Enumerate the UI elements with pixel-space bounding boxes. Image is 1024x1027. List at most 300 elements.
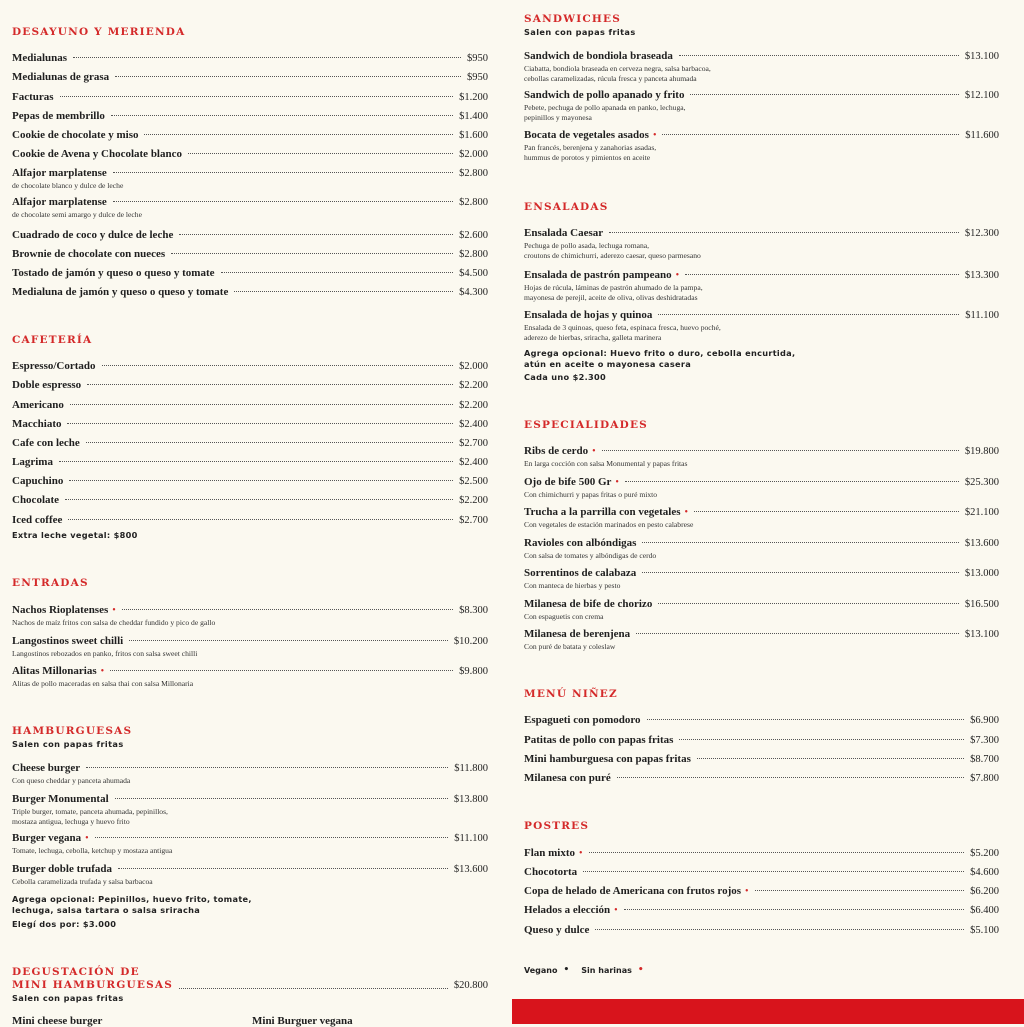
section-title-especialidades: ESPECIALIDADES [524,419,648,431]
menu-item-name: Alfajor marplatense [12,167,107,179]
menu-item-name: Alitas Millonarias [12,665,97,677]
menu-item-price: $13.600 [964,538,999,549]
menu-item [524,269,999,302]
menu-item-name: Burger doble trufada [12,863,113,875]
menu-item-name: Mini hamburguesa con papas fritas [524,753,691,765]
menu-item [524,537,999,561]
dot-leader [118,868,448,869]
menu-item-price: $25.300 [964,477,999,488]
menu-item-price: $2.800 [459,168,488,179]
menu-item-price: $2.200 [459,380,488,391]
menu-item [524,753,999,766]
diet-mark-icon: • [675,270,680,281]
menu-item-price: $13.300 [964,270,999,281]
menu-item-description: Con puré de batata y coleslaw [524,642,616,651]
menu-item-row [524,904,999,917]
cafeteria-note: Extra leche vegetal: $800 [12,530,138,540]
section-title-cafeteria: CAFETERÍA [12,334,93,346]
menu-item [12,418,488,431]
menu-item [524,567,999,591]
menu-item [524,924,999,937]
ensaladas-note2: Cada uno $2.300 [524,372,606,382]
dot-leader [609,232,959,233]
menu-item-price: $19.800 [964,446,999,457]
menu-item-description: de chocolate blanco y dulce de leche [12,181,124,190]
menu-item-price: $6.900 [970,715,999,726]
menu-item [12,863,488,887]
menu-item-name: Tostado de jamón y queso o queso y tomate [12,267,215,279]
menu-item-row [12,110,488,123]
menu-item-name: Alfajor marplatense [12,196,107,208]
menu-item-row [524,866,999,879]
menu-item-name: Lagrima [12,456,53,468]
menu-item-price: $1.200 [459,92,488,103]
menu-item [524,866,999,879]
menu-item-name: Sorrentinos de calabaza [524,567,637,579]
menu-item-name: Milanesa con puré [524,772,611,784]
menu-item [524,847,999,860]
menu-item-description: Nachos de maíz fritos con salsa de cheddar fundido y pico de gallo [12,618,216,627]
dot-leader [679,55,959,56]
diet-mark-icon: • [85,833,89,844]
ensaladas-note: Agrega opcional: Huevo frito o duro, cebolla encurtida, atún en aceite o mayonesa casera [524,348,796,369]
menu-item-name: Cookie de Avena y Chocolate blanco [12,148,182,160]
menu-item-row [12,91,488,104]
menu-item-row [524,476,999,489]
menu-item [12,286,488,299]
menu-item-price: $21.100 [964,507,999,518]
menu-item-name: Burger Monumental [12,793,109,805]
menu-item [12,832,488,856]
section-title-hamburguesas: HAMBURGUESAS [12,725,133,737]
menu-item-row [12,360,488,373]
menu-item [12,379,488,392]
menu-item-price: $2.700 [459,438,488,449]
menu-item-row [12,514,488,527]
menu-item-name: Americano [12,399,64,411]
menu-item-row [524,753,999,766]
dot-leader [679,739,964,740]
menu-item [12,456,488,469]
menu-item-name: Patitas de pollo con papas fritas [524,734,674,746]
section-title-sandwiches: SANDWICHES [524,13,621,25]
menu-item [524,885,999,898]
menu-item-row [524,506,999,519]
menu-item-name: Pepas de membrillo [12,110,105,122]
menu-item [524,309,999,342]
menu-item-price: $4.600 [970,867,999,878]
menu-item-price: $12.300 [964,228,999,239]
menu-item-price: $2.400 [459,457,488,468]
menu-item-name: Medialunas [12,52,68,64]
menu-item-row [12,456,488,469]
menu-item-price: $950 [467,53,488,64]
menu-item-row [524,309,999,322]
menu-item-row [12,399,488,412]
menu-item [12,248,488,261]
menu-item-price: $2.700 [459,515,488,526]
menu-item-row [12,379,488,392]
degustacion-price: $20.800 [453,980,488,991]
menu-item [524,476,999,500]
menu-item-row [12,129,488,142]
dot-leader [595,929,964,930]
menu-item-name: Espresso/Cortado [12,360,96,372]
dot-leader [59,461,453,462]
menu-item-row [12,148,488,161]
menu-item-description: Langostinos rebozados en panko, fritos con salsa sweet chilli [12,649,198,658]
menu-item [524,227,999,260]
dot-leader [602,450,959,451]
dot-leader [658,314,959,315]
menu-item [12,267,488,280]
dot-leader [583,871,964,872]
section-title-postres: POSTRES [524,820,590,832]
menu-item-row [524,537,999,550]
dot-leader [589,852,965,853]
menu-item-price: $13.100 [964,629,999,640]
legend-vegano-label: Vegano [524,965,558,975]
dot-leader [111,115,453,116]
menu-item-description: Con queso cheddar y panceta ahumada [12,776,131,785]
menu-item [524,50,999,83]
degustacion-item-cut-2: Mini Burguer vegana [252,1015,353,1027]
dot-leader [188,153,453,154]
dot-leader [69,480,453,481]
menu-item [524,506,999,530]
menu-item-name: Chocolate [12,494,60,506]
menu-item-description: En larga cocción con salsa Monumental y papas fritas [524,459,688,468]
menu-item-row [524,598,999,611]
degustacion-header [12,966,488,992]
dot-leader [755,890,965,891]
menu-item-name: Medialunas de grasa [12,71,110,83]
dot-leader [86,767,448,768]
menu-item-name: Burger vegana [12,832,82,844]
menu-item-row [524,924,999,937]
menu-item [12,148,488,161]
menu-item-row [12,863,488,876]
menu-item-description: Con espaguetis con crema [524,612,604,621]
dot-leader [122,609,453,610]
menu-item-row [12,793,488,806]
menu-item [12,665,488,689]
degustacion-item-cut-1: Mini cheese burger [12,1015,103,1027]
menu-item-row [524,89,999,102]
menu-item-name: Copa de helado de Americana con frutos rojos [524,885,742,897]
menu-item-name: Queso y dulce [524,924,590,936]
menu-item-name: Milanesa de berenjena [524,628,631,640]
menu-item-row [12,71,488,84]
menu-item-row [12,418,488,431]
menu-item-price: $11.600 [965,130,999,141]
diet-mark-icon: • [615,477,619,488]
menu-item-row [12,167,488,180]
menu-item-row [524,885,999,898]
menu-item-price: $4.300 [459,287,488,298]
menu-item-price: $2.000 [459,149,488,160]
menu-item [12,437,488,450]
menu-item [524,445,999,469]
menu-item-price: $11.100 [454,833,488,844]
dot-leader [129,640,448,641]
dot-leader [624,909,964,910]
dot-leader [70,404,453,405]
hamburguesas-note: Agrega opcional: Pepinillos, huevo frito, tomate, lechuga, salsa tartara o salsa sriracha [12,894,252,915]
diet-mark-icon: • [112,605,116,616]
menu-item-name: Cheese burger [12,762,81,774]
dot-leader [115,76,461,77]
menu-item-name: Sandwich de pollo apanado y frito [524,89,685,101]
diet-legend [524,965,644,975]
menu-item-row [12,286,488,299]
menu-item-row [12,475,488,488]
menu-item-row [524,847,999,860]
menu-item [12,762,488,786]
menu-item-name: Brownie de chocolate con nueces [12,248,166,260]
menu-item-price: $6.200 [970,886,999,897]
menu-item [12,71,488,84]
menu-item-row [12,604,488,617]
menu-item-price: $1.400 [459,111,488,122]
dot-leader [179,988,448,989]
sin-harinas-dot-icon: • [637,965,644,975]
dot-leader [662,134,959,135]
menu-item-description: Alitas de pollo maceradas en salsa thai con salsa Millonaria [12,679,194,688]
menu-item-row [12,494,488,507]
menu-item-row [12,762,488,775]
menu-item-name: Flan mixto [524,847,576,859]
menu-item-price: $6.400 [970,905,999,916]
dot-leader [87,384,453,385]
menu-item-description: Ensalada de 3 quinoas, queso feta, espinaca fresca, huevo poché, aderezo de hierbas, sriracha, galleta marinera [524,323,721,342]
menu-item [12,52,488,65]
menu-item-price: $5.200 [970,848,999,859]
section-title-entradas: ENTRADAS [12,577,89,589]
menu-item [12,360,488,373]
menu-item-price: $2.500 [459,476,488,487]
menu-item-row [12,635,488,648]
diet-mark-icon: • [652,130,657,141]
menu-item-price: $4.500 [459,268,488,279]
dot-leader [73,57,461,58]
menu-item-name: Iced coffee [12,514,63,526]
menu-item-name: Bocata de vegetales asados [524,129,649,141]
dot-leader [110,670,453,671]
menu-item [12,129,488,142]
menu-item-price: $12.100 [964,90,999,101]
dot-leader [68,519,453,520]
menu-item-price: $8.300 [459,605,488,616]
menu-item [524,734,999,747]
menu-item [12,167,488,191]
menu-item-row [12,267,488,280]
menu-item [524,714,999,727]
menu-item-name: Nachos Rioplatenses [12,604,109,616]
menu-item-price: $11.100 [965,310,999,321]
menu-item-row [12,248,488,261]
menu-item-row [12,437,488,450]
menu-item-row [12,196,488,209]
menu-item-name: Medialuna de jamón y queso o queso y tomate [12,286,229,298]
menu-item-price: $16.500 [964,599,999,610]
menu-item-row [12,665,488,678]
menu-item-name: Cafe con leche [12,437,80,449]
dot-leader [179,234,453,235]
menu-item-name: Macchiato [12,418,62,430]
menu-item-description: Tomate, lechuga, cebolla, ketchup y mostaza antigua [12,846,173,855]
dot-leader [690,94,958,95]
menu-item-description: de chocolate semi amargo y dulce de leche [12,210,142,219]
dot-leader [642,572,959,573]
menu-item-name: Milanesa de bife de chorizo [524,598,653,610]
menu-item [12,635,488,659]
dot-leader [697,758,964,759]
menu-item [12,514,488,527]
section-title-ninez: MENÚ NIÑEZ [524,688,618,700]
menu-item-price: $2.200 [459,495,488,506]
menu-item-name: Ojo de bife 500 Gr [524,476,612,488]
menu-item [524,129,999,162]
menu-item [12,604,488,628]
legend-sin-harinas-label: Sin harinas [581,965,632,975]
dot-leader [636,633,959,634]
menu-item [12,229,488,242]
menu-item-price: $7.300 [970,735,999,746]
menu-item-price: $1.600 [459,130,488,141]
dot-leader [171,253,453,254]
menu-item [12,475,488,488]
dot-leader [647,719,965,720]
dot-leader [86,442,453,443]
menu-item [524,628,999,652]
diet-mark-icon: • [614,905,618,916]
menu-item [12,91,488,104]
diet-mark-icon: • [100,666,105,677]
menu-item-description: Con manteca de hierbas y pesto [524,581,621,590]
menu-item-price: $11.800 [454,763,488,774]
menu-item-name: Ensalada de pastrón pampeano [524,269,672,281]
menu-item-name: Trucha a la parrilla con vegetales [524,506,681,518]
menu-item-row [524,567,999,580]
menu-item-name: Chocotorta [524,866,578,878]
dot-leader [694,511,959,512]
section-title-ensaladas: ENSALADAS [524,201,609,213]
menu-item [12,196,488,220]
menu-item-name: Ensalada Caesar [524,227,604,239]
menu-item-price: $950 [467,72,488,83]
menu-item-row [524,50,999,63]
menu-item-row [524,129,999,142]
menu-item-description: Cebolla caramelizada trufada y salsa barbacoa [12,877,153,886]
menu-item-price: $2.200 [459,400,488,411]
menu-item-name: Ensalada de hojas y quinoa [524,309,653,321]
menu-item-row [524,734,999,747]
menu-item [524,904,999,917]
menu-item-price: $2.600 [459,230,488,241]
menu-item-description: Triple burger, tomate, panceta ahumada, pepinillos, mostaza antigua, lechuga y huevo frito [12,807,168,826]
dot-leader [95,837,449,838]
menu-item-row [524,772,999,785]
degustacion-subtitle: Salen con papas fritas [12,993,124,1003]
menu-item-price: $13.600 [453,864,488,875]
menu-item-price: $2.800 [459,249,488,260]
dot-leader [113,201,453,202]
menu-item [524,772,999,785]
dot-leader [234,291,453,292]
vegano-dot-icon: • [563,965,570,975]
menu-item-row [524,269,999,282]
menu-item-price: $13.100 [964,51,999,62]
menu-item-description: Pan francés, berenjena y zanahorias asadas, hummus de porotos y pimientos en aceite [524,143,657,162]
dot-leader [658,603,959,604]
diet-mark-icon: • [745,886,749,897]
footer-red-bar [512,999,1024,1024]
menu-item-row [12,229,488,242]
dot-leader [625,481,959,482]
dot-leader [617,777,964,778]
menu-item-description: Ciabatta, bondiola braseada en cerveza negra, salsa barbacoa, cebollas caramelizadas, rúcula fresca y panceta ahumada [524,64,711,83]
dot-leader [113,172,453,173]
menu-item-price: $2.000 [459,361,488,372]
menu-item-price: $9.800 [459,666,488,677]
sandwiches-subtitle: Salen con papas fritas [524,27,636,37]
menu-item-row [524,445,999,458]
menu-item-price: $13.000 [964,568,999,579]
menu-item [524,598,999,622]
dot-leader [685,274,959,275]
menu-item-price: $10.200 [453,636,488,647]
menu-item-price: $13.800 [453,794,488,805]
menu-item-description: Con vegetales de estación marinados en pesto calabrese [524,520,694,529]
hamburguesas-note2: Elegí dos por: $3.000 [12,919,117,929]
diet-mark-icon: • [592,446,596,457]
menu-item-price: $8.700 [970,754,999,765]
menu-item-name: Helados a elección [524,904,611,916]
menu-item-name: Ravioles con albóndigas [524,537,637,549]
dot-leader [65,499,453,500]
menu-item [12,399,488,412]
dot-leader [144,134,453,135]
menu-item-row [12,52,488,65]
menu-item-name: Facturas [12,91,54,103]
diet-mark-icon: • [684,507,689,518]
menu-item-price: $2.800 [459,197,488,208]
menu-item-name: Cuadrado de coco y dulce de leche [12,229,174,241]
menu-item-name: Doble espresso [12,379,82,391]
menu-item-row [524,227,999,240]
menu-item-price: $2.400 [459,419,488,430]
menu-item-name: Sandwich de bondiola braseada [524,50,673,62]
section-title-desayuno: DESAYUNO Y MERIENDA [12,26,186,38]
menu-item-description: Con salsa de tomates y albóndigas de cerdo [524,551,657,560]
menu-item-name: Espagueti con pomodoro [524,714,641,726]
diet-mark-icon: • [579,848,583,859]
menu-item-name: Cookie de chocolate y miso [12,129,139,141]
menu-item-name: Langostinos sweet chilli [12,635,124,647]
menu-item-name: Capuchino [12,475,64,487]
dot-leader [102,365,454,366]
menu-item [12,793,488,826]
dot-leader [642,542,958,543]
menu-item-description: Con chimichurri y papas fritas o puré mixto [524,490,658,499]
dot-leader [60,96,454,97]
section-title-degustacion: DEGUSTACIÓN DE MINI HAMBURGUESAS [12,966,173,991]
menu-item-row [524,714,999,727]
menu-item-price: $5.100 [970,925,999,936]
menu-item [524,89,999,122]
menu-item-row [12,832,488,845]
